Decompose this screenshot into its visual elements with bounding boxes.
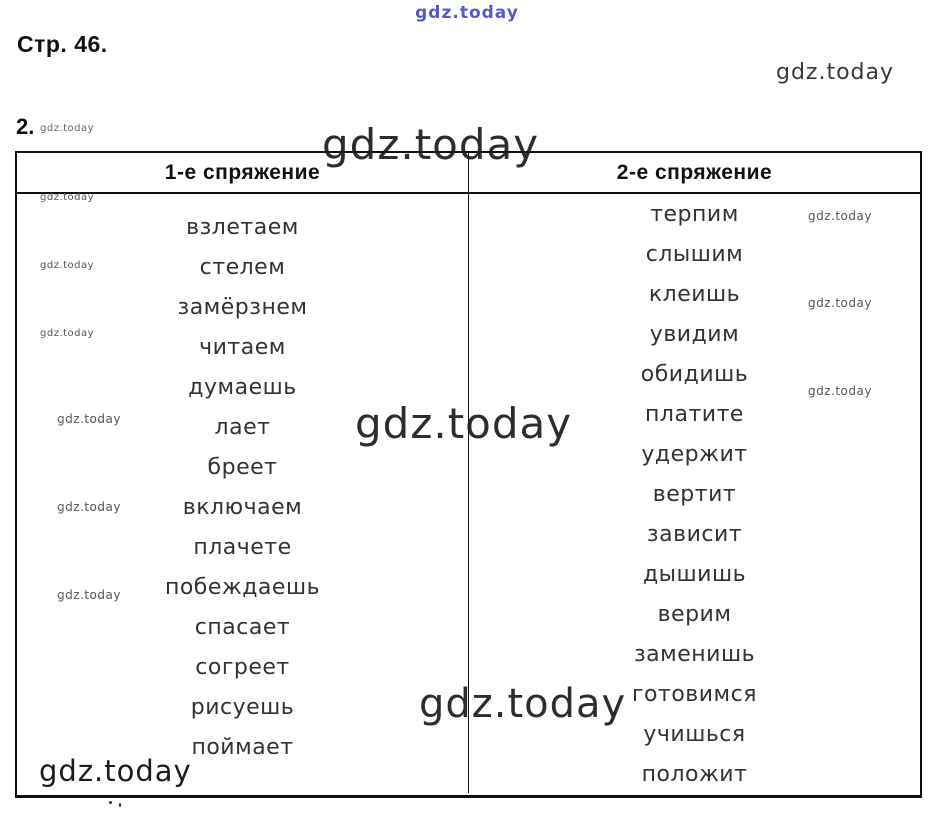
verb-cell: поймает — [191, 735, 294, 760]
watermark-small: gdz.today — [40, 328, 95, 339]
site-link[interactable]: gdz.today — [415, 3, 519, 23]
verb-cell: заменишь — [633, 642, 756, 667]
watermark-exercise: gdz.today — [40, 123, 95, 134]
verb-cell: вертит — [652, 482, 737, 507]
watermark-medium: gdz.today — [39, 754, 192, 788]
watermark-small: gdz.today — [808, 209, 872, 223]
watermark-small: gdz.today — [40, 260, 95, 271]
verb-cell: плачете — [193, 535, 292, 560]
verb-cell: увидим — [649, 322, 740, 347]
watermark-small: gdz.today — [57, 500, 121, 514]
verb-cell: терпим — [650, 202, 739, 227]
verb-cell: лает — [214, 415, 271, 440]
verb-cell: готовимся — [632, 682, 757, 707]
watermark-small: gdz.today — [57, 412, 121, 426]
verb-cell: согреет — [195, 655, 290, 680]
verb-cell: побеждаешь — [164, 575, 321, 600]
print-artifact-speck — [109, 801, 112, 804]
verb-cell: бреет — [207, 455, 278, 480]
table-header-row — [17, 153, 920, 194]
verb-cell: дышишь — [642, 562, 747, 587]
watermark-small: gdz.today — [808, 296, 872, 310]
column-header-first-conjugation: 1-е спряжение — [17, 153, 469, 192]
print-artifact-speck — [119, 803, 121, 807]
verb-cell: читаем — [199, 335, 286, 360]
watermark-small: gdz.today — [57, 588, 121, 602]
verb-cell: зависит — [646, 522, 743, 547]
watermark-large: gdz.today — [419, 681, 627, 727]
watermark-small: gdz.today — [40, 192, 95, 203]
watermark-top-right: gdz.today — [776, 60, 895, 85]
second-conjugation-column — [469, 194, 920, 793]
verb-cell: спасает — [194, 615, 291, 640]
verb-cell: учишься — [643, 722, 746, 747]
verb-cell: включаем — [182, 495, 303, 520]
verb-cell: слышим — [645, 242, 744, 267]
table-body — [17, 194, 920, 793]
verb-cell: взлетаем — [186, 215, 299, 240]
verb-cell: клеишь — [648, 282, 741, 307]
verb-cell: думаешь — [188, 375, 297, 400]
verb-cell: удержит — [641, 442, 748, 467]
verb-cell: платите — [645, 402, 744, 427]
conjugation-table — [15, 151, 922, 798]
column-header-second-conjugation: 2-е спряжение — [616, 160, 773, 184]
verb-cell: стелем — [199, 255, 286, 280]
verb-cell: замёрзнем — [177, 295, 308, 320]
watermark-large: gdz.today — [322, 120, 540, 169]
verb-cell: положит — [641, 762, 748, 787]
watermark-large: gdz.today — [355, 399, 573, 448]
exercise-number: 2. — [16, 114, 35, 139]
watermark-small: gdz.today — [808, 384, 872, 398]
verb-cell: рисуешь — [190, 695, 295, 720]
page-heading: Стр. 46. — [17, 31, 108, 57]
verb-cell: обидишь — [640, 362, 749, 387]
first-conjugation-column — [17, 194, 469, 793]
verb-cell: верим — [657, 602, 732, 627]
